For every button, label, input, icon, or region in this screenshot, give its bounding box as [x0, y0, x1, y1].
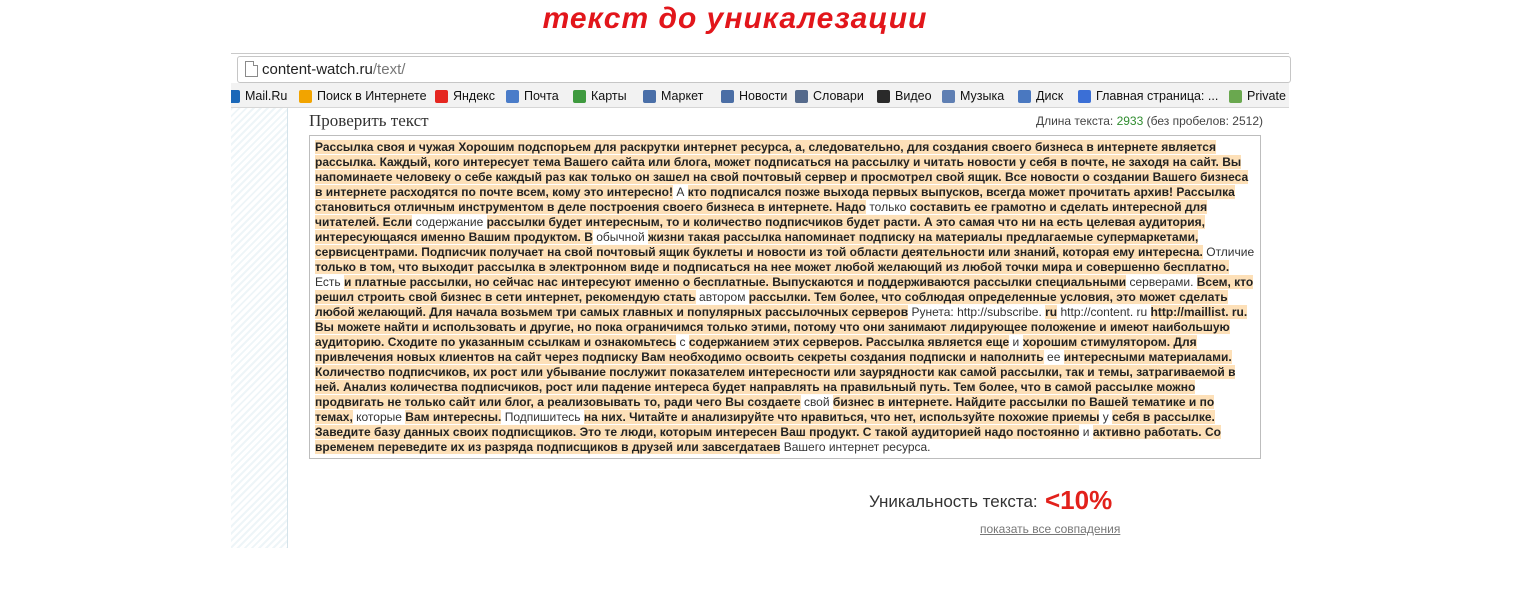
- browser-window: [231, 53, 1289, 548]
- url-path: /text/: [372, 61, 406, 78]
- unique-fragment: серверами.: [1126, 275, 1197, 289]
- bookmark-search[interactable]: [299, 87, 427, 105]
- unique-fragment: содержание: [412, 215, 487, 229]
- bookmark-label: Private: [1247, 89, 1286, 103]
- unique-fragment: которые: [352, 410, 406, 424]
- checked-text: [315, 140, 1255, 455]
- matched-fragment: себя в рассылке. Заведите базу данных своих подписщиков. Это те люди, которым интересен Ваш продукт. С такой аудиторией надо постоянно: [315, 410, 1215, 439]
- matched-fragment: Рассылка своя и чужая Хорошим подспорьем для раскрутки интернет ресурса, а, следовательно, для создания своего бизнеса в интернете является рассылка. Каждый, кого интересует тема Вашего сайта или блога, может подписаться на рассылку и читать новости у себя в почте, не заходя на сайт. Вы напоминаете человеку о себе каждый раз как только он зашел на свой почтовый сервер и просмотрел свой ящик. Все новости о создании Вашего бизнеса в интернете расходятся по почте всем, кому это интересно!: [315, 140, 1249, 199]
- bookmark-google[interactable]: [1078, 87, 1218, 105]
- unique-fragment: и: [1009, 335, 1023, 349]
- url-host: content-watch.ru: [262, 61, 373, 78]
- bookmark-label: Главная страница: ...: [1096, 89, 1219, 103]
- matched-fragment: ru: [1045, 305, 1058, 319]
- market-icon: [643, 90, 656, 103]
- bookmark-label: Карты: [591, 89, 627, 103]
- matched-fragment: содержанием этих серверов. Рассылка является еще: [688, 335, 1010, 349]
- bookmark-label: Mail.Ru: [245, 89, 288, 103]
- matched-fragment: хорошим стимулятором. Для привлечения новых клиентов на сайт через подписку Вам необходимо освоить секреты создания подписки и наполнить: [315, 335, 1197, 364]
- unique-fragment: и: [1079, 425, 1093, 439]
- matched-fragment: рассылки будет интересным, то и количество подписчиков будет расти. А это самая что ни на есть целевая аудитория, интересующаяся именно Вашим продуктом. В: [315, 215, 1205, 244]
- bookmark-market[interactable]: [643, 87, 703, 105]
- bookmark-label: Видео: [895, 89, 932, 103]
- bookmark-video[interactable]: [877, 87, 932, 105]
- unique-fragment: обычной: [592, 230, 648, 244]
- bookmark-label: Яндекс: [453, 89, 496, 103]
- unique-fragment: Есть: [315, 275, 344, 289]
- matched-fragment: бизнес в интернете. Найдите рассылки по Вашей тематике и по темах,: [315, 395, 1215, 424]
- matched-fragment: жизни такая рассылка напоминает подписку на материалы предлагаемые супермаркетами, сервисцентрами. Подписчик получает на свой почтовый ящик буклеты и новости из той области деятельности или знаний, которая ему интересна.: [315, 230, 1203, 259]
- matched-fragment: только в том, что выходит рассылка в электронном виде и подписаться на нее может любой желающий из любой точки мира и совершенно бесплатно.: [315, 260, 1230, 274]
- bookmark-label: Почта: [524, 89, 559, 103]
- search-icon: [299, 90, 312, 103]
- page-title: Проверить текст: [309, 111, 429, 130]
- matched-fragment: составить ее грамотно и сделать интересной для читателей. Если: [315, 200, 1208, 229]
- mailru-icon: [231, 90, 240, 103]
- unique-fragment: только: [865, 200, 910, 214]
- bookmark-label: Поиск в Интернете: [317, 89, 427, 103]
- length-label: Длина текста:: [1035, 114, 1114, 128]
- bookmark-label: Маркет: [661, 89, 704, 103]
- length-no-spaces: (без пробелов: 2512): [1146, 114, 1263, 128]
- matched-fragment: Вам интересны.: [405, 410, 502, 424]
- bookmark-music[interactable]: [942, 87, 1004, 105]
- unique-fragment: у: [1099, 410, 1113, 424]
- unique-fragment: Подпишитесь: [501, 410, 584, 424]
- bookmark-mail[interactable]: [506, 87, 559, 105]
- caption-title: текст до уникалезации: [542, 2, 928, 35]
- main-content: [288, 108, 1289, 548]
- unique-fragment: ее: [1043, 350, 1064, 364]
- unique-fragment: http://content. ru: [1057, 305, 1151, 319]
- matched-fragment: http://maillist. ru. Вы можете найти и использовать и другие, но пока ограничимся только этими, потому что они занимают лидирующее положение и имеют наибольшую аудиторию. Сходите по указанным ссылкам и ознакомьтесь: [315, 305, 1248, 349]
- matched-fragment: на них. Читайте и анализируйте что нравиться, что нет, используйте похожие приемы: [583, 410, 1100, 424]
- uniqueness-label: Уникальность текста:: [869, 492, 1038, 511]
- matched-fragment: и платные рассылки, но сейчас нас интересуют именно о бесплатные. Выпускаются и поддерживаются рассылки специальными: [343, 275, 1127, 289]
- bookmark-news[interactable]: [721, 87, 787, 105]
- unique-fragment: свой: [800, 395, 833, 409]
- music-icon: [942, 90, 955, 103]
- unique-fragment: Рунета: http://subscribe.: [908, 305, 1046, 319]
- matched-fragment: кто подписался позже выхода первых выпусков, всегда может прочитать архив! Рассылка становиться отличным инструментом в деле построения своего бизнеса в интернете. Надо: [315, 185, 1235, 214]
- left-decorative-strip: [231, 108, 288, 548]
- length-value: 2933: [1116, 114, 1144, 128]
- unique-fragment: А: [673, 185, 688, 199]
- text-length-info: [1036, 114, 1263, 128]
- news-icon: [721, 90, 734, 103]
- yandex-icon: [435, 90, 448, 103]
- uniqueness-value: <10%: [1045, 485, 1113, 515]
- bookmark-mailru[interactable]: [231, 87, 287, 105]
- bookmark-label: Диск: [1036, 89, 1064, 103]
- matched-fragment: интересными материалами. Количество подписчиков, их рост или убывание послужит показателем интересности или заурядности как самой рассылки, так и темы, затрагиваемой в ней. Анализ количества подписчиков, рост или падение интереса будет направлять на правильный путь. Тем более, что в самой рассылке можно продвигать не только сайт или блог, а реализовывать то, ради чего Вы создаете: [315, 350, 1236, 409]
- video-icon: [877, 90, 890, 103]
- matched-fragment: активно работать. Со временем переведите их из разряда подписщиков в друзей или завсегдатаев: [315, 425, 1221, 454]
- bookmarks-bar: [231, 83, 1289, 108]
- google-icon: [1078, 90, 1091, 103]
- private-icon: [1229, 90, 1242, 103]
- bookmark-private[interactable]: [1229, 87, 1286, 105]
- unique-fragment: Отличие: [1202, 245, 1255, 259]
- unique-fragment: с: [676, 335, 689, 349]
- matched-fragment: рассылки. Тем более, что соблюдая определенные условия, это может сделать любой желающий. Для начала возьмем три самых главных и популярных рассылочных серверов: [315, 290, 1228, 319]
- unique-fragment: Вашего интернет ресурса.: [780, 440, 931, 454]
- bookmark-disk[interactable]: [1018, 87, 1063, 105]
- bookmark-dictionary[interactable]: [795, 87, 864, 105]
- unique-fragment: автором: [695, 290, 749, 304]
- text-input-area[interactable]: [309, 135, 1261, 459]
- show-matches-link[interactable]: показать все совпадения: [980, 522, 1121, 536]
- disk-icon: [1018, 90, 1031, 103]
- bookmark-label: Словари: [813, 89, 864, 103]
- bookmark-yandex[interactable]: [435, 87, 495, 105]
- bookmark-maps[interactable]: [573, 87, 627, 105]
- mail-icon: [506, 90, 519, 103]
- dictionary-icon: [795, 90, 808, 103]
- url-text: [262, 61, 405, 78]
- page-icon: [245, 61, 258, 77]
- address-bar: [231, 53, 1289, 84]
- bookmark-label: Музыка: [960, 89, 1005, 103]
- matched-fragment: Всем, кто решил строить свой бизнес в сети интернет, рекомендую стать: [315, 275, 1254, 304]
- maps-icon: [573, 90, 586, 103]
- url-field[interactable]: [237, 56, 1291, 83]
- bookmark-label: Новости: [739, 89, 788, 103]
